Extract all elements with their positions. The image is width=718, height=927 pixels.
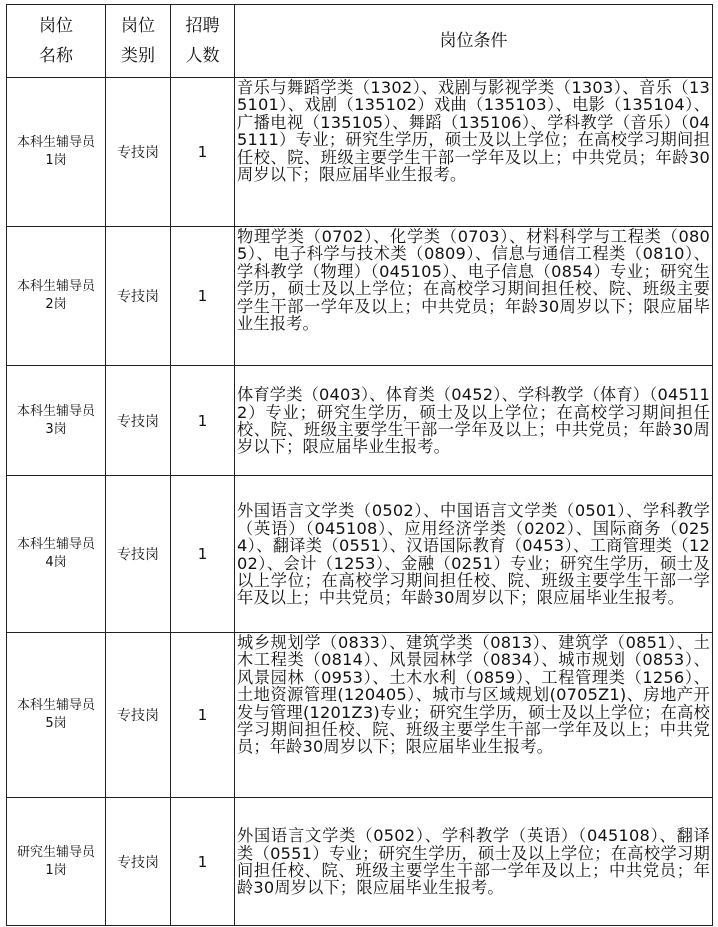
headcount-cell: 1 <box>171 476 235 633</box>
header-position-name: 岗位 名称 <box>7 5 106 78</box>
headcount-cell: 1 <box>171 366 235 476</box>
table-row <box>7 78 713 227</box>
conditions-cell: 音乐与舞蹈学类（1302）、戏剧与影视学类（1303）、音乐（135101）、戏剧（135102）戏曲（135103）、电影（135104）、广播电视（135105）、舞蹈（135106）、学科教学（音乐）（045111）专业；研究生学历，硕士及以上学位；在高校学习期间担任校、院、班级主要学生干部一学年及以上；中共党员；年龄30周岁以下；限应届毕业生报考。 <box>235 78 713 227</box>
position-type-cell: 专技岗 <box>106 227 171 366</box>
position-name-cell: 研究生辅导员 1岗 <box>7 798 106 926</box>
position-type-cell: 专技岗 <box>106 366 171 476</box>
table-row <box>7 227 713 366</box>
headcount-cell: 1 <box>171 227 235 366</box>
recruitment-table <box>6 4 713 926</box>
table-row <box>7 633 713 798</box>
position-type-cell: 专技岗 <box>106 476 171 633</box>
headcount-cell: 1 <box>171 798 235 926</box>
position-name-cell: 本科生辅导员 4岗 <box>7 476 106 633</box>
conditions-cell: 物理学类（0702）、化学类（0703）、材料科学与工程类（0805）、电子科学与技术类（0809）、信息与通信工程类（0810）、学科教学（物理）（045105）、电子信息（0854）专业；研究生学历，硕士及以上学位；在高校学习期间担任校、院、班级主要学生干部一学年及以上；中共党员；年龄30周岁以下；限应届毕业生报考。 <box>235 227 713 366</box>
position-name-cell: 本科生辅导员 2岗 <box>7 227 106 366</box>
headcount-cell: 1 <box>171 78 235 227</box>
header-headcount: 招聘 人数 <box>171 5 235 78</box>
conditions-cell: 体育学类（0403）、体育类（0452）、学科教学（体育）（045112）专业；研究生学历，硕士及以上学位；在高校学习期间担任校、院、班级主要学生干部一学年及以上；中共党员；年龄30周岁以下；限应届毕业生报考。 <box>235 366 713 476</box>
position-name-cell: 本科生辅导员 5岗 <box>7 633 106 798</box>
headcount-cell: 1 <box>171 633 235 798</box>
position-type-cell: 专技岗 <box>106 798 171 926</box>
table-row <box>7 366 713 476</box>
position-name-cell: 本科生辅导员 1岗 <box>7 78 106 227</box>
position-type-cell: 专技岗 <box>106 633 171 798</box>
conditions-cell: 城乡规划学（0833）、建筑学类（0813）、建筑学（0851）、土木工程类（0814）、风景园林学（0834）、城市规划（0853）、风景园林（0953）、土木水利（0859）、工程管理类（1256）、土地资源管理(120405）、城市与区域规划(0705Z1)、房地产开发与管理(1201Z3)专业；研究生学历，硕士及以上学位；在高校学习期间担任校、院、班级主要学生干部一学年及以上；中共党员；年龄30周岁以下；限应届毕业生报考。 <box>235 633 713 798</box>
header-row <box>7 5 713 78</box>
conditions-cell: 外国语言文学类（0502）、中国语言文学类（0501）、学科教学（英语）（045108）、应用经济学类（0202）、国际商务（0254）、翻译类（0551）、汉语国际教育（0453）、工商管理类（1202）、会计（1253）、金融（0251）专业；研究生学历，硕士及以上学位；在高校学习期间担任校、院、班级主要学生干部一学年及以上；中共党员；年龄30周岁以下；限应届毕业生报考。 <box>235 476 713 633</box>
position-name-cell: 本科生辅导员 3岗 <box>7 366 106 476</box>
header-conditions: 岗位条件 <box>235 5 713 78</box>
conditions-cell: 外国语言文学类（0502）、学科教学（英语）（045108）、翻译类（0551）专业；研究生学历，硕士及以上学位；在高校学习期间担任校、院、班级主要学生干部一学年及以上；中共党员；年龄30周岁以下；限应届毕业生报考。 <box>235 798 713 926</box>
position-type-cell: 专技岗 <box>106 78 171 227</box>
table-row <box>7 798 713 926</box>
table-row <box>7 476 713 633</box>
header-position-type: 岗位 类别 <box>106 5 171 78</box>
